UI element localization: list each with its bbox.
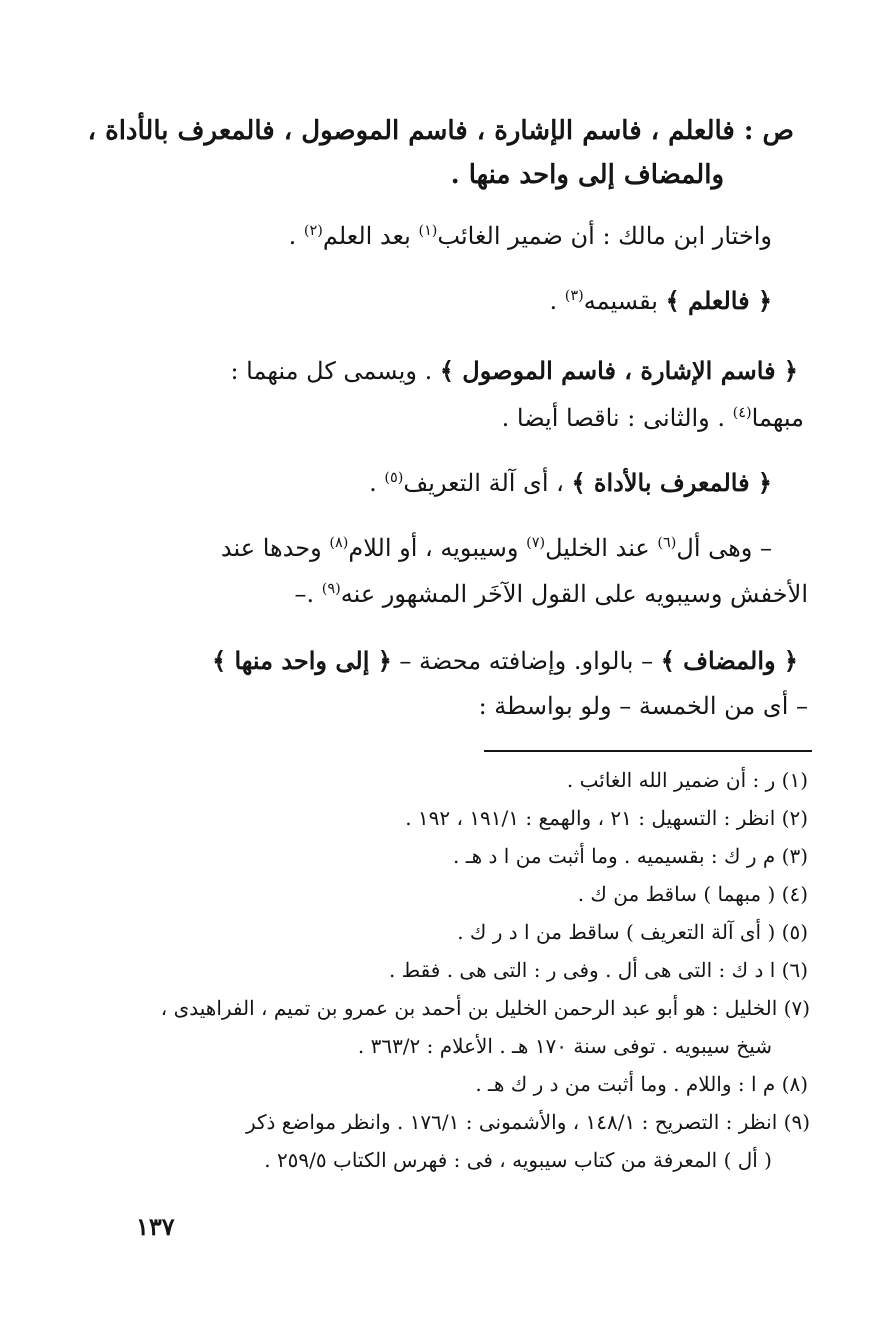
bold-term: فالعلم [679, 286, 758, 315]
text: .– [294, 580, 322, 608]
paragraph-mudaf-line-2: – أى من الخمسة – ولو بواسطة : [478, 692, 808, 720]
text: . [288, 222, 304, 250]
paragraph-al-line-2 [295, 580, 809, 608]
paragraph-muarraf [369, 468, 772, 497]
footnote-8: (٨) م ا : واللام . وما أثبت من د ر ك هـ . [475, 1072, 808, 1096]
bold-term: ﴿ إلى واحد منها ﴾ [212, 646, 392, 675]
footnote-3: (٣) م ر ك : بقسيميه . وما أثبت من ا د هـ . [453, 844, 808, 868]
text: عند الخليل [545, 534, 658, 562]
footnote-5: (٥) ( أى آلة التعريف ) ساقط من ا د ر ك . [457, 920, 808, 944]
quote-open: ﴿ [757, 286, 772, 315]
paragraph-mudaf-line-1 [212, 646, 798, 675]
text: . [369, 469, 385, 497]
paragraph-ishara-line-1 [230, 356, 798, 385]
footnote-ref-5: (٥) [384, 470, 404, 486]
text: . والثانى : ناقصا أيضا . [501, 404, 733, 432]
text: مبهما [751, 404, 804, 432]
paragraph-alam [549, 286, 772, 315]
footnote-ref-7: (٧) [526, 535, 546, 551]
text: – بالواو. وإضافته محضة – [391, 647, 661, 675]
matn-line-2: والمضاف إلى واحد منها . [450, 160, 724, 190]
footnote-9: (٩) انظر : التصريح : ١٤٨/١ ، والأشمونى : ١٧٦/١ . وانظر مواضع ذكر [245, 1110, 810, 1134]
footnote-2: (٢) انظر : التسهيل : ٢١ ، والهمع : ١٩١/١ ، ١٩٢ . [405, 806, 808, 830]
text: بعد العلم [322, 222, 419, 250]
text: واختار ابن مالك : أن ضمير الغائب [437, 222, 772, 250]
footnote-ref-3: (٣) [564, 288, 584, 304]
quote-close: ﴾ [665, 286, 680, 315]
text: وحدها عند [220, 534, 330, 562]
paragraph-al-line-1 [221, 534, 772, 562]
text: . ويسمى كل منهما : [230, 357, 440, 385]
footnote-ref-9: (٩) [321, 581, 341, 597]
paragraph-ishara-line-2 [502, 404, 804, 432]
bold-term: ﴿ فالمعرف بالأداة ﴾ [571, 468, 772, 497]
text: – وهى أل [676, 534, 772, 562]
text: الأخفش وسيبويه على القول الآخَر المشهور عنه [340, 580, 808, 608]
footnote-6: (٦) ا د ك : التى هى أل . وفى ر : التى هى . فقط . [388, 958, 808, 982]
text: وسيبويه ، أو اللام [348, 534, 527, 562]
footnote-9-continued: ( أل ) المعرفة من كتاب سيبويه ، فى : فهرس الكتاب ٢٥٩/٥ . [264, 1148, 772, 1172]
footnote-7-continued: شيخ سيبويه . توفى سنة ١٧٠ هـ . الأعلام : ٣٦٣/٢ . [357, 1034, 772, 1058]
footnote-ref-2: (٢) [303, 223, 323, 239]
text: ، أى آلة التعريف [403, 469, 572, 497]
page-number: ١٣٧ [136, 1212, 175, 1241]
footnote-separator [484, 750, 812, 752]
footnote-7: (٧) الخليل : هو أبو عبد الرحمن الخليل بن أحمد بن عمرو بن تميم ، الفراهيدى ، [160, 996, 810, 1020]
footnote-ref-4: (٤) [732, 405, 752, 421]
footnote-ref-1: (١) [418, 223, 438, 239]
footnote-4: (٤) ( مبهما ) ساقط من ك . [577, 882, 808, 906]
bold-term: ﴿ فاسم الإشارة ، فاسم الموصول ﴾ [439, 356, 798, 385]
footnote-ref-6: (٦) [657, 535, 677, 551]
paragraph-ibn-malik [289, 222, 772, 250]
text: . [549, 287, 565, 315]
footnote-ref-8: (٨) [329, 535, 349, 551]
matn-line-1: ص : فالعلم ، فاسم الإشارة ، فاسم الموصول ، فالمعرف بالأداة ، [87, 116, 794, 146]
text: بقسيمه [583, 287, 666, 315]
footnote-1: (١) ر : أن ضمير الله الغائب . [566, 768, 808, 792]
bold-term: ﴿ والمضاف ﴾ [660, 646, 798, 675]
